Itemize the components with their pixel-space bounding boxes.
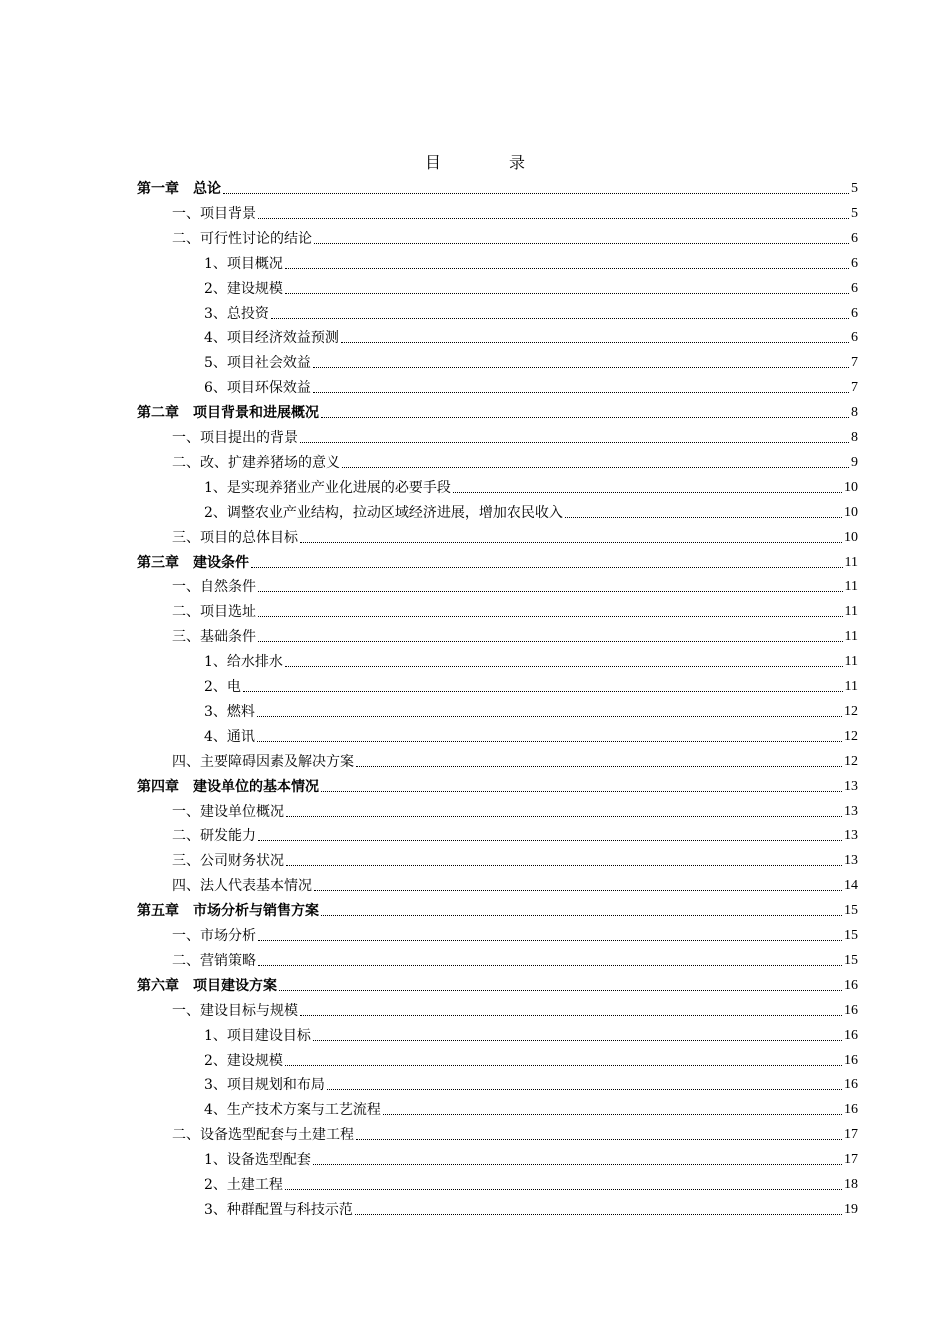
toc-entry[interactable] bbox=[204, 1145, 858, 1169]
toc-leader-dots bbox=[313, 367, 849, 368]
toc-leader-dots bbox=[258, 940, 842, 941]
toc-entry-label: 2、建设规模 bbox=[204, 1052, 283, 1069]
toc-entry-label: 二、改、扩建养猪场的意义 bbox=[172, 454, 340, 471]
toc-entry-page-number: 16 bbox=[844, 1077, 858, 1093]
toc-entry[interactable] bbox=[172, 946, 858, 970]
toc-leader-dots bbox=[321, 915, 842, 916]
toc-entry[interactable] bbox=[204, 498, 858, 522]
toc-leader-dots bbox=[314, 890, 842, 891]
toc-entry[interactable] bbox=[204, 672, 858, 696]
toc-entry-page-number: 13 bbox=[844, 778, 858, 794]
toc-entry[interactable] bbox=[172, 423, 858, 447]
toc-entry-page-number: 6 bbox=[851, 255, 858, 271]
toc-entry[interactable] bbox=[137, 772, 858, 796]
toc-leader-dots bbox=[243, 691, 843, 692]
toc-entry-page-number: 12 bbox=[844, 753, 858, 769]
toc-entry[interactable] bbox=[204, 1195, 858, 1219]
toc-entry-page-number: 11 bbox=[844, 679, 858, 694]
toc-entry-label: 二、可行性讨论的结论 bbox=[172, 230, 312, 247]
toc-entry-label: 四、主要障碍因素及解决方案 bbox=[172, 753, 354, 770]
toc-entry-label: 1、项目建设目标 bbox=[204, 1027, 311, 1044]
toc-entry-page-number: 10 bbox=[844, 529, 858, 545]
toc-entry[interactable] bbox=[204, 697, 858, 721]
toc-entry-label: 2、电 bbox=[204, 679, 241, 695]
toc-entry-label: 4、项目经济效益预测 bbox=[204, 330, 339, 347]
toc-entry-page-number: 11 bbox=[844, 654, 858, 670]
toc-entry-label: 一、市场分析 bbox=[172, 928, 256, 944]
toc-entry-page-number: 16 bbox=[844, 1027, 858, 1043]
toc-entry[interactable] bbox=[172, 622, 858, 646]
toc-leader-dots bbox=[286, 865, 842, 866]
toc-leader-dots bbox=[300, 442, 849, 443]
toc-entry-label: 第五章 市场分析与销售方案 bbox=[137, 903, 319, 920]
toc-entry[interactable] bbox=[204, 1095, 858, 1119]
toc-entry[interactable] bbox=[204, 373, 858, 397]
toc-entry-label: 3、项目规划和布局 bbox=[204, 1077, 325, 1094]
toc-entry[interactable] bbox=[172, 523, 858, 547]
toc-leader-dots bbox=[313, 1040, 842, 1041]
toc-leader-dots bbox=[257, 716, 842, 717]
toc-entry-page-number: 7 bbox=[851, 380, 858, 396]
toc-entry-page-number: 7 bbox=[851, 355, 858, 371]
toc-leader-dots bbox=[223, 193, 849, 194]
toc-entry-page-number: 11 bbox=[844, 554, 858, 570]
toc-leader-dots bbox=[285, 268, 849, 269]
toc-entry-label: 1、给水排水 bbox=[204, 654, 283, 671]
toc-entry-label: 第三章 建设条件 bbox=[137, 554, 249, 571]
toc-leader-dots bbox=[356, 1139, 842, 1140]
toc-leader-dots bbox=[341, 342, 849, 343]
toc-leader-dots bbox=[355, 1214, 842, 1215]
toc-entry[interactable] bbox=[172, 224, 858, 248]
toc-entry-page-number: 14 bbox=[844, 878, 858, 894]
toc-entry-label: 4、通讯 bbox=[204, 728, 255, 745]
toc-entry-label: 2、土建工程 bbox=[204, 1177, 283, 1193]
toc-entry[interactable] bbox=[204, 1046, 858, 1070]
toc-entry[interactable] bbox=[204, 274, 858, 298]
toc-leader-dots bbox=[279, 990, 842, 991]
toc-leader-dots bbox=[342, 467, 849, 468]
toc-entry-page-number: 10 bbox=[844, 479, 858, 495]
toc-leader-dots bbox=[258, 218, 849, 219]
toc-entry-page-number: 6 bbox=[851, 230, 858, 246]
toc-entry[interactable] bbox=[204, 348, 858, 372]
toc-entry-page-number: 15 bbox=[844, 928, 858, 943]
toc-entry-page-number: 6 bbox=[851, 280, 858, 296]
toc-entry-label: 二、研发能力 bbox=[172, 828, 256, 845]
toc-leader-dots bbox=[258, 965, 842, 966]
toc-leader-dots bbox=[313, 392, 849, 393]
toc-entry[interactable] bbox=[172, 199, 858, 223]
toc-entry-label: 1、是实现养猪业产业化进展的必要手段 bbox=[204, 479, 451, 496]
toc-leader-dots bbox=[258, 616, 843, 617]
toc-leader-dots bbox=[321, 791, 842, 792]
toc-leader-dots bbox=[321, 417, 849, 418]
toc-entry-label: 3、燃料 bbox=[204, 703, 255, 720]
toc-leader-dots bbox=[327, 1089, 842, 1090]
toc-entry-label: 四、法人代表基本情况 bbox=[172, 878, 312, 895]
toc-entry-page-number: 17 bbox=[844, 1127, 858, 1143]
toc-entry-label: 第一章 总论 bbox=[137, 181, 221, 197]
toc-entry[interactable] bbox=[172, 797, 858, 821]
toc-entry-page-number: 15 bbox=[844, 952, 858, 968]
toc-entry-page-number: 6 bbox=[851, 330, 858, 346]
toc-entry[interactable] bbox=[172, 572, 858, 596]
toc-entry[interactable] bbox=[172, 597, 858, 621]
toc-entry-label: 一、项目提出的背景 bbox=[172, 430, 298, 446]
toc-entry-label: 二、营销策略 bbox=[172, 952, 256, 969]
toc-entry-label: 2、调整农业产业结构，拉动区域经济进展，增加农民收入 bbox=[204, 504, 563, 521]
toc-entry-page-number: 13 bbox=[844, 803, 858, 819]
toc-entry-label: 3、种群配置与科技示范 bbox=[204, 1201, 353, 1218]
toc-entry-label: 一、自然条件 bbox=[172, 579, 256, 596]
toc-entry[interactable] bbox=[204, 647, 858, 671]
toc-entry-page-number: 11 bbox=[844, 579, 858, 595]
toc-leader-dots bbox=[271, 318, 849, 319]
toc-leader-dots bbox=[285, 1189, 842, 1190]
toc-entry-page-number: 16 bbox=[844, 1052, 858, 1068]
toc-leader-dots bbox=[383, 1114, 842, 1115]
toc-entry[interactable] bbox=[172, 448, 858, 472]
toc-entry-label: 3、总投资 bbox=[204, 305, 269, 322]
toc-entry-label: 二、项目选址 bbox=[172, 604, 256, 621]
toc-leader-dots bbox=[251, 567, 843, 568]
toc-leader-dots bbox=[285, 666, 843, 667]
toc-entry[interactable] bbox=[204, 299, 858, 323]
toc-entry-label: 6、项目环保效益 bbox=[204, 380, 311, 397]
toc-entry[interactable] bbox=[204, 473, 858, 497]
toc-entry[interactable] bbox=[172, 846, 858, 870]
toc-leader-dots bbox=[453, 492, 842, 493]
toc-entry-page-number: 13 bbox=[844, 828, 858, 844]
toc-entry-page-number: 19 bbox=[844, 1201, 858, 1217]
toc-entry-page-number: 16 bbox=[844, 977, 858, 993]
toc-leader-dots bbox=[258, 591, 843, 592]
toc-entry-label: 第四章 建设单位的基本情况 bbox=[137, 778, 319, 795]
toc-entry-page-number: 9 bbox=[851, 454, 858, 470]
toc-entry-label: 第二章 项目背景和进展概况 bbox=[137, 405, 319, 422]
toc-entry-page-number: 18 bbox=[844, 1177, 858, 1192]
toc-entry-label: 一、建设目标与规模 bbox=[172, 1002, 298, 1019]
toc-entry[interactable] bbox=[137, 896, 858, 920]
toc-entry[interactable] bbox=[172, 1120, 858, 1144]
toc-entry-page-number: 11 bbox=[844, 604, 858, 620]
toc-entry-page-number: 8 bbox=[851, 430, 858, 445]
toc-entry[interactable] bbox=[172, 921, 858, 945]
toc-entry[interactable] bbox=[172, 747, 858, 771]
toc-entry-label: 第六章 项目建设方案 bbox=[137, 977, 277, 994]
toc-entry[interactable] bbox=[204, 249, 858, 273]
toc-leader-dots bbox=[300, 542, 842, 543]
toc-leader-dots bbox=[300, 1015, 842, 1016]
toc-entry-page-number: 10 bbox=[844, 504, 858, 520]
toc-entry[interactable] bbox=[137, 174, 858, 198]
toc-entry[interactable] bbox=[204, 1021, 858, 1045]
toc-leader-dots bbox=[285, 293, 849, 294]
toc-entry[interactable] bbox=[137, 548, 858, 572]
toc-entry-page-number: 17 bbox=[844, 1152, 858, 1168]
toc-entry-label: 一、建设单位概况 bbox=[172, 803, 284, 820]
toc-entry[interactable] bbox=[172, 871, 858, 895]
toc-leader-dots bbox=[285, 1065, 842, 1066]
toc-title: 目 录 bbox=[424, 153, 551, 172]
toc-entry-page-number: 12 bbox=[844, 728, 858, 744]
toc-entry-label: 5、项目社会效益 bbox=[204, 355, 311, 372]
toc-entry-page-number: 12 bbox=[844, 703, 858, 719]
toc-leader-dots bbox=[286, 816, 842, 817]
toc-entry-label: 二、设备选型配套与土建工程 bbox=[172, 1127, 354, 1144]
toc-entry[interactable] bbox=[172, 996, 858, 1020]
toc-leader-dots bbox=[565, 517, 842, 518]
toc-entry-page-number: 13 bbox=[844, 853, 858, 869]
toc-entry[interactable] bbox=[204, 722, 858, 746]
toc-entry-page-number: 5 bbox=[851, 205, 858, 221]
toc-entry-page-number: 6 bbox=[851, 305, 858, 321]
toc-leader-dots bbox=[356, 766, 842, 767]
toc-entry-label: 1、设备选型配套 bbox=[204, 1152, 311, 1169]
toc-entry-page-number: 5 bbox=[851, 181, 858, 196]
toc-entry[interactable] bbox=[172, 821, 858, 845]
toc-entry-page-number: 16 bbox=[844, 1102, 858, 1118]
toc-leader-dots bbox=[313, 1164, 842, 1165]
toc-entry-label: 1、项目概况 bbox=[204, 255, 283, 272]
toc-entry-label: 三、公司财务状况 bbox=[172, 853, 284, 870]
toc-entry-label: 三、基础条件 bbox=[172, 629, 256, 646]
toc-leader-dots bbox=[258, 641, 843, 642]
toc-entry-label: 一、项目背景 bbox=[172, 205, 256, 222]
toc-entry-page-number: 15 bbox=[844, 903, 858, 919]
toc-entry-page-number: 11 bbox=[844, 629, 858, 645]
toc-entry[interactable] bbox=[204, 1070, 858, 1094]
toc-leader-dots bbox=[314, 243, 849, 244]
toc-leader-dots bbox=[257, 741, 842, 742]
toc-entry[interactable] bbox=[137, 971, 858, 995]
toc-entry-label: 4、生产技术方案与工艺流程 bbox=[204, 1102, 381, 1119]
toc-leader-dots bbox=[258, 840, 842, 841]
toc-entry[interactable] bbox=[204, 1170, 858, 1194]
toc-entry-page-number: 16 bbox=[844, 1002, 858, 1018]
toc-entry-page-number: 8 bbox=[851, 405, 858, 421]
toc-entry[interactable] bbox=[137, 398, 858, 422]
toc-entry-label: 三、项目的总体目标 bbox=[172, 529, 298, 546]
toc-entry[interactable] bbox=[204, 323, 858, 347]
toc-entry-label: 2、建设规模 bbox=[204, 280, 283, 297]
